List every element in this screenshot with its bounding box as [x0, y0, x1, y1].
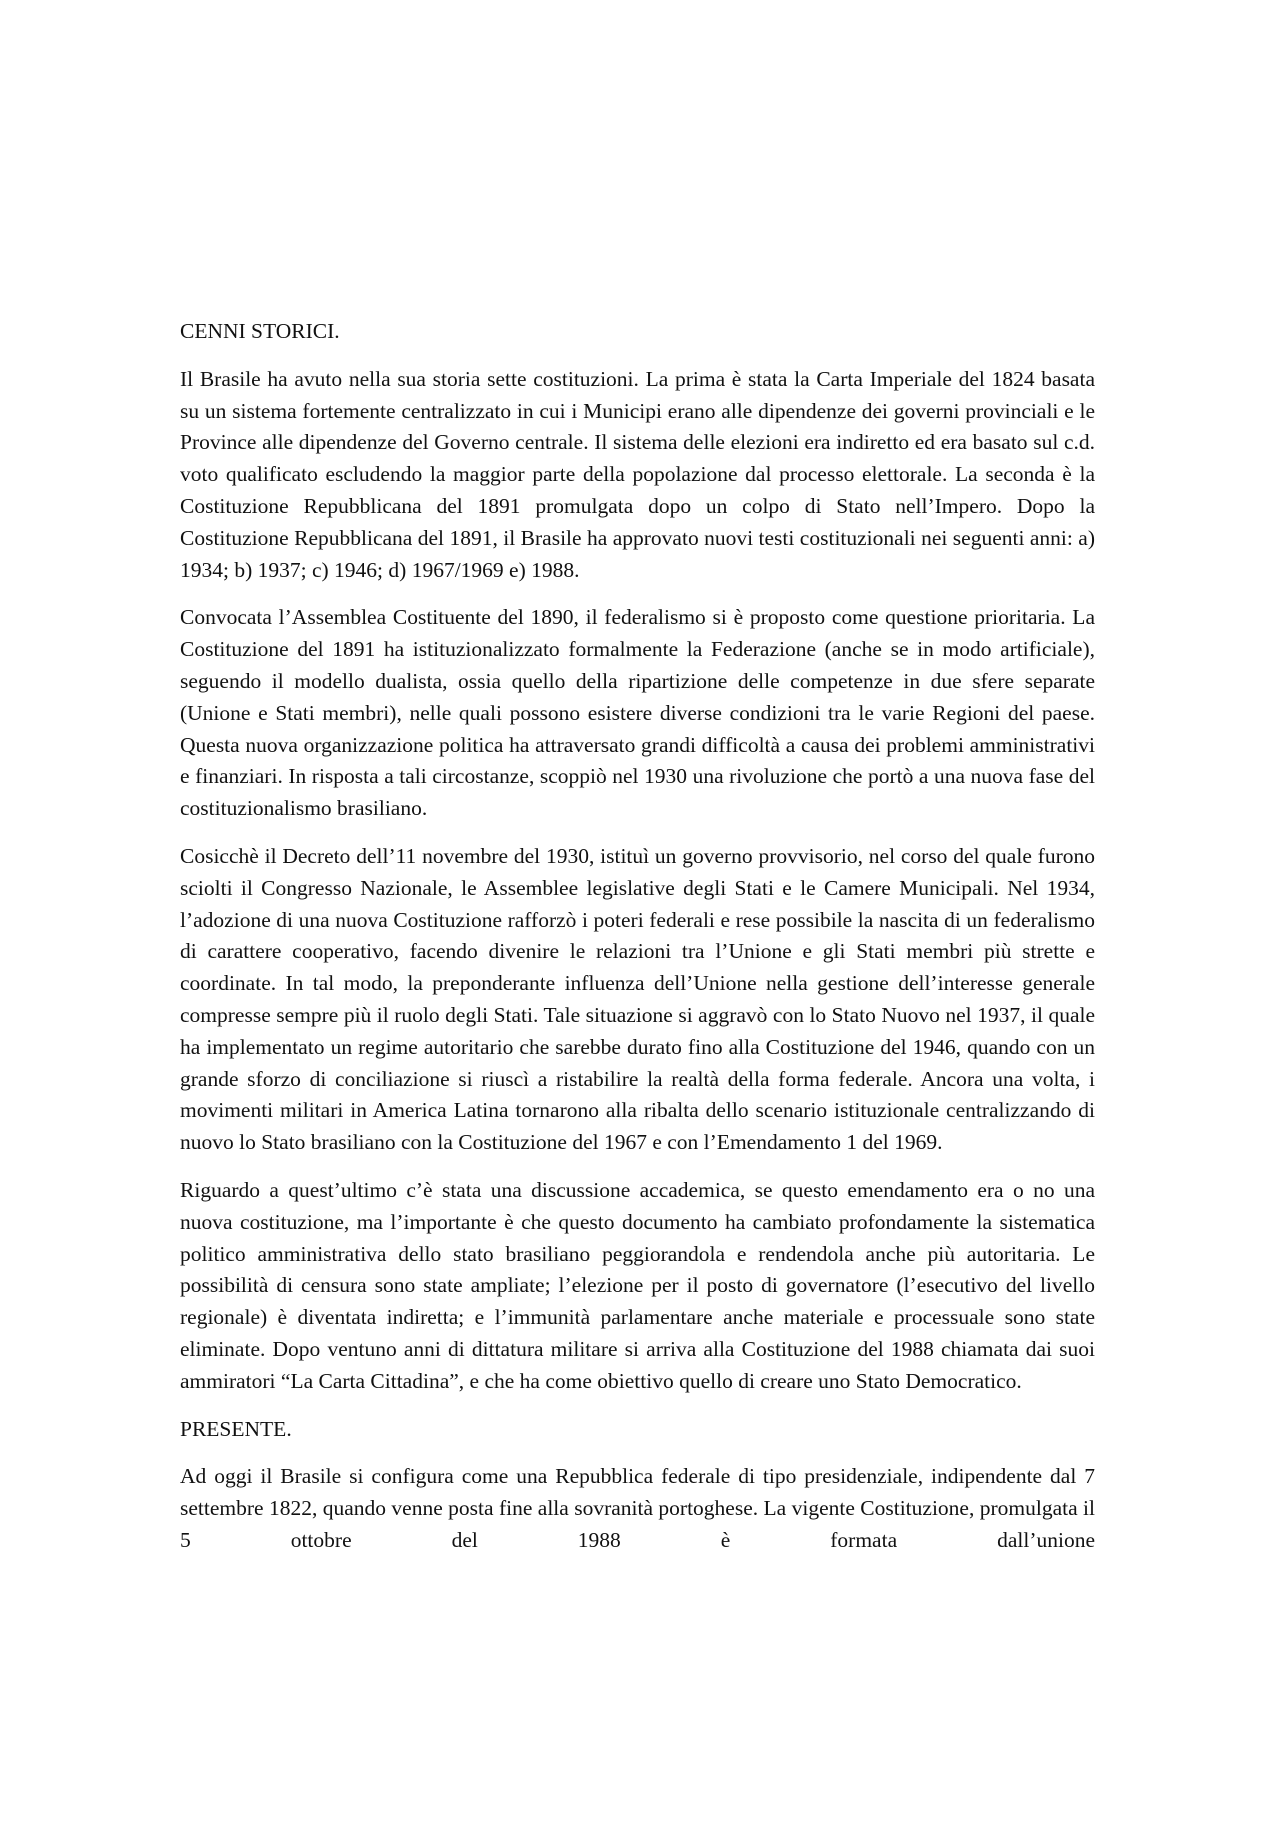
paragraph: Cosicchè il Decreto dell’11 novembre del 1930, istituì un governo provvisorio, nel corso del quale furono sciolti il Congresso Nazionale, le Assemblee legislative degli Stati e le Camere Municipali. Nel 1934, l’adozione di una nuova Costituzione rafforzò i poteri federali e rese possibile la nascita di un federalismo di carattere cooperativo, facendo divenire le relazioni tra l’Unione e gli Stati membri più strette e coordinate. In tal modo, la preponderante influenza dell’Unione nella gestione dell’interesse generale compresse sempre più il ruolo degli Stati. Tale situazione si aggravò con lo Stato Nuovo nel 1937, il quale ha implementato un regime autoritario che sarebbe durato fino alla Costituzione del 1946, quando con un grande sforzo di conciliazione si riuscì a ristabilire la realtà della forma federale. Ancora una volta, i movimenti militari in America Latina tornarono alla ribalta dello scenario istituzionale centralizzando di nuovo lo Stato brasiliano con la Costituzione del 1967 e con l’Emendamento 1 del 1969. — [180, 843, 1095, 1155]
paragraph: Ad oggi il Brasile si configura come una Repubblica federale di tipo presidenziale, indipendente dal 7 settembre 1822, quando venne posta fine alla sovranità portoghese. La vigente Costituzione, promulgata il 5 ottobre del 1988 è formata dall’unione — [180, 1464, 1095, 1552]
section-heading-cenni-storici: CENNI STORICI. — [180, 319, 340, 343]
document-page — [180, 316, 1095, 1573]
paragraph: Il Brasile ha avuto nella sua storia sette costituzioni. La prima è stata la Carta Imperiale del 1824 basata su un sistema fortemente centralizzato in cui i Municipi erano alle dipendenze dei governi provinciali e le Province alle dipendenze del Governo centrale. Il sistema delle elezioni era indiretto ed era basato sul c.d. voto qualificato escludendo la maggior parte della popolazione dal processo elettorale. La seconda è la Costituzione Repubblicana del 1891 promulgata dopo un colpo di Stato nell’Impero. Dopo la Costituzione Repubblicana del 1891, il Brasile ha approvato nuovi testi costituzionali nei seguenti anni: a) 1934; b) 1937; c) 1946; d) 1967/1969 e) 1988. — [180, 366, 1095, 582]
paragraph: Riguardo a quest’ultimo c’è stata una discussione accademica, se questo emendamento era o no una nuova costituzione, ma l’importante è che questo documento ha cambiato profondamente la sistematica politico amministrativa dello stato brasiliano peggiorandola e rendendola anche più autoritaria. Le possibilità di censura sono state ampliate; l’elezione per il posto di governatore (l’esecutivo del livello regionale) è diventata indiretta; e l’immunità parlamentare anche materiale e processuale sono state eliminate. Dopo ventuno anni di dittatura militare si arriva alla Costituzione del 1988 chiamata dai suoi ammiratori “La Carta Cittadina”, e che ha come obiettivo quello di creare uno Stato Democratico. — [180, 1177, 1095, 1393]
paragraph: Convocata l’Assemblea Costituente del 1890, il federalismo si è proposto come questione prioritaria. La Costituzione del 1891 ha istituzionalizzato formalmente la Federazione (anche se in modo artificiale), seguendo il modello dualista, ossia quello della ripartizione delle competenze in due sfere separate (Unione e Stati membri), nelle quali possono esistere diverse condizioni tra le varie Regioni del paese. Questa nuova organizzazione politica ha attraversato grandi difficoltà a causa dei problemi amministrativi e finanziari. In risposta a tali circostanze, scoppiò nel 1930 una rivoluzione che portò a una nuova fase del costituzionalismo brasiliano. — [180, 605, 1095, 821]
section-heading-presente: PRESENTE. — [180, 1416, 292, 1441]
